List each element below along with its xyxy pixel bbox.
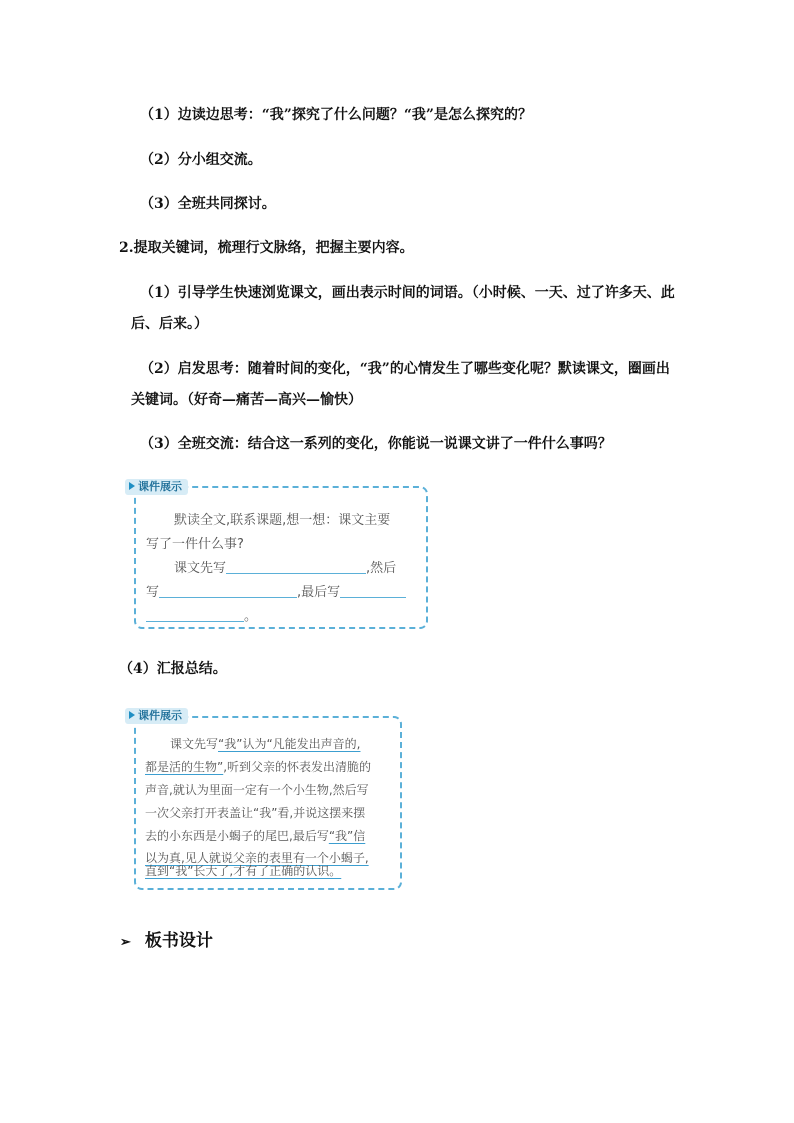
q3-text: （3）全班共同探讨。 xyxy=(140,196,276,212)
panel1-line5: 。 xyxy=(146,605,257,624)
s3-text: （3）全班交流：结合这一系列的变化，你能说一说课文讲了一件什么事吗？ xyxy=(140,436,612,452)
panel2-line6: 以为真,见人就说父亲的表里有一个小蝎子, xyxy=(145,851,369,865)
step2-text: 2.提取关键词，梳理行文脉络，把握主要内容。 xyxy=(119,240,414,256)
panel2-line3: 声音,就认为里面一定有一个小生物,然后写 xyxy=(145,783,369,797)
s2-line-b: 关键词。（好奇—痛苦—高兴—愉快） xyxy=(131,392,362,408)
panel1-line3: 课文先写 ,然后 xyxy=(174,561,397,576)
panel2-line1: 课文先写“我”认为“凡能发出声音的, xyxy=(170,737,361,751)
panel2-line4: 一次父亲打开表盖让“我”看,并说这摆来摆 xyxy=(145,806,366,820)
answer-blank-3[interactable] xyxy=(340,583,406,598)
s2-line-a: （2）启发思考：随着时间的变化，“我”的心情发生了哪些变化呢？默读课文，圈画出 xyxy=(140,361,670,377)
panel2-line2: 都是活的生物”,听到父亲的怀表发出清脆的 xyxy=(145,760,372,774)
s4-text: （4）汇报总结。 xyxy=(119,661,227,677)
q1-text: （1）边读边思考：“我”探究了什么问题？“我”是怎么探究的？ xyxy=(140,107,532,123)
panel2-line7: 直到“我”长大了,才有了正确的认识。 xyxy=(145,864,342,878)
panel2-line5: 去的小东西是小蝎子的尾巴,最后写“我”信 xyxy=(145,829,366,843)
s1-line-a: （1）引导学生快速浏览课文，画出表示时间的词语。（小时候、一天、过了许多天、此 xyxy=(140,285,675,301)
panel1-line1: 默读全文,联系课题,想一想：课文主要 xyxy=(174,513,391,528)
section-heading xyxy=(120,926,213,951)
panel1-line2: 写了一件什么事? xyxy=(146,537,244,552)
section-title: 板书设计 xyxy=(144,931,213,951)
answer-blank-2[interactable] xyxy=(159,583,297,598)
play-triangle-icon xyxy=(129,482,135,490)
arrow-bullet-icon: ➢ xyxy=(120,935,131,950)
s1-line-b: 后、后来。） xyxy=(131,316,208,332)
answer-blank-3-cont[interactable] xyxy=(146,607,244,622)
panel1-line4: 写 ,最后写 xyxy=(146,581,406,600)
play-triangle-icon xyxy=(129,711,135,719)
answer-blank-1[interactable] xyxy=(226,559,366,574)
courseware-tag-2: 课件展示 xyxy=(125,708,188,724)
courseware-tag-1: 课件展示 xyxy=(125,479,188,495)
q2-text: （2）分小组交流。 xyxy=(140,152,262,168)
